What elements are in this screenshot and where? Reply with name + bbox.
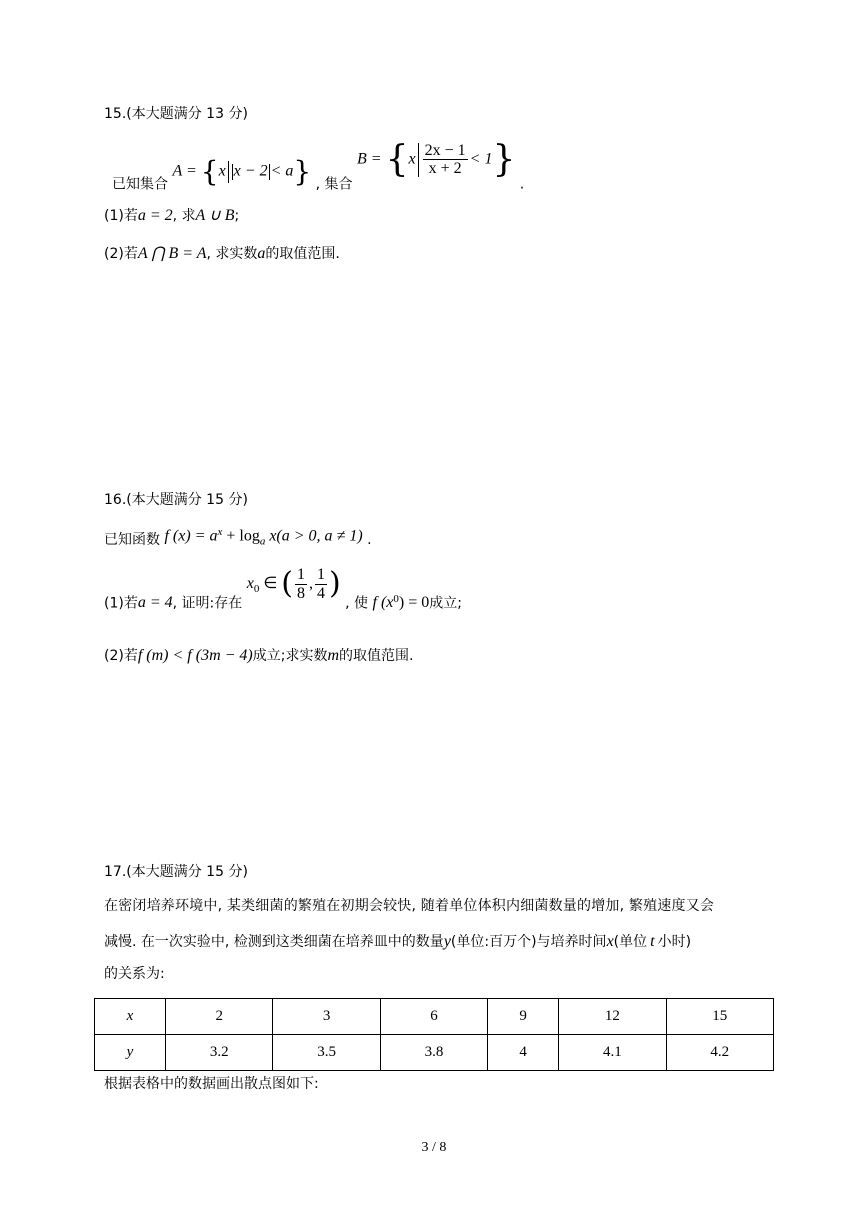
set-a-close-brace: } xyxy=(293,154,312,188)
data-table xyxy=(94,998,774,1071)
set-b-open-brace: { xyxy=(385,139,409,180)
q16-p1-use: , 使 xyxy=(345,595,369,612)
q15-intro: 已知集合 xyxy=(112,176,168,193)
set-a-cond: x − 2 xyxy=(233,162,268,180)
q15-part2 xyxy=(104,244,340,263)
q16-p1-eq-sub: 0 xyxy=(393,592,399,605)
q15-mid-text: , 集合 xyxy=(315,176,353,193)
table-cell: 4.2 xyxy=(666,1035,773,1071)
table-row-x xyxy=(95,999,774,1035)
q17-after-table: 根据表格中的数据画出散点图如下: xyxy=(104,1076,319,1092)
q16-p1-end: 成立; xyxy=(429,595,462,612)
q16-p1-mid: , 证明:存在 xyxy=(172,595,243,612)
table-cell: 3.2 xyxy=(166,1035,273,1071)
set-b-numerator: 2x − 1 xyxy=(424,141,466,159)
q16-p2-mid: 成立;求实数 xyxy=(252,648,328,664)
q16-p2-end: 的取值范围. xyxy=(339,648,414,664)
q16-func-tail: x(a > 0, a ≠ 1) xyxy=(265,527,363,545)
set-b-var: x xyxy=(408,150,416,168)
table-cell: 3 xyxy=(273,999,380,1035)
table-cell: 6 xyxy=(380,999,487,1035)
q15-p1-end: ; xyxy=(234,208,240,224)
q17-line2-t: t xyxy=(650,933,655,950)
set-b-divider xyxy=(418,143,419,177)
q16-interval-close: ) xyxy=(328,566,341,602)
q16-p1-eq-rhs: ) = 0 xyxy=(398,594,430,611)
table-cell: 9 xyxy=(488,999,559,1035)
q17-line2-c: (单位 xyxy=(613,934,648,950)
q15-p2-mid: , 求实数 xyxy=(206,246,258,262)
q16-heading: 16.(本大题满分 15 分) xyxy=(104,492,248,508)
q16-frac1-num: 1 xyxy=(296,566,305,583)
q15-sets-line xyxy=(112,139,525,196)
q16-p1-in: ∈ xyxy=(259,575,282,593)
q16-frac1-den: 8 xyxy=(296,584,305,602)
q16-frac2-den: 4 xyxy=(316,584,325,602)
q16-p2-var: m xyxy=(327,647,340,664)
q16-interval-open: ( xyxy=(281,566,293,602)
q16-p2-prefix: (2)若 xyxy=(104,648,138,664)
set-a-rhs: < a xyxy=(270,162,294,180)
q16-end-period: . xyxy=(367,531,372,548)
q15-end-period: . xyxy=(519,176,525,193)
q16-frac2-num: 1 xyxy=(316,566,325,583)
set-a-lhs: A = xyxy=(172,162,201,180)
q15-p1-prefix: (1)若 xyxy=(104,208,138,224)
q17-line-3: 的关系为: xyxy=(104,966,165,982)
q16-frac-2 xyxy=(315,566,327,602)
q16-part1 xyxy=(104,566,462,622)
set-b-denominator: x + 2 xyxy=(428,160,462,178)
q15-p2-var: a xyxy=(257,245,266,262)
q15-p1-mid: , 求 xyxy=(172,208,196,224)
page-number: 3 / 8 xyxy=(421,1140,447,1155)
table-cell: 3.8 xyxy=(380,1035,487,1071)
q15-p1-math2: A ∪ B xyxy=(195,207,235,224)
q15-part1 xyxy=(104,206,239,225)
q16-function-line xyxy=(104,526,372,549)
q16-p1-math: a = 4 xyxy=(137,594,173,611)
set-b-lhs: B = xyxy=(357,150,386,168)
q15-p1-math: a = 2 xyxy=(137,207,173,224)
table-cell: 3.5 xyxy=(273,1035,380,1071)
set-b-fraction xyxy=(423,142,468,178)
table-header-x: x xyxy=(95,999,166,1035)
q16-p1-prefix: (1)若 xyxy=(104,595,138,612)
set-a-abs-left xyxy=(232,164,233,180)
q17-heading: 17.(本大题满分 15 分) xyxy=(104,864,248,880)
set-b-rhs: < 1 xyxy=(469,150,493,168)
table-cell: 15 xyxy=(666,999,773,1035)
table-cell: 12 xyxy=(559,999,666,1035)
q17-line2-y: y xyxy=(443,933,451,950)
q16-intro: 已知函数 xyxy=(104,531,160,548)
set-a-abs-right xyxy=(269,164,270,180)
q16-part2 xyxy=(104,646,413,665)
q15-p2-end: 的取值范围. xyxy=(265,246,340,262)
set-b-close-brace: } xyxy=(492,139,516,180)
q16-p1-eq: f (x xyxy=(372,594,394,611)
q15-heading: 15.(本大题满分 13 分) xyxy=(104,106,248,122)
q16-p1-x0: x xyxy=(246,575,254,593)
q16-func-sup: x xyxy=(217,526,223,538)
q16-interval xyxy=(247,566,341,602)
q15-p2-prefix: (2)若 xyxy=(104,246,138,262)
q16-func-sub: a xyxy=(259,535,266,548)
q17-line-2 xyxy=(104,932,691,951)
q17-line2-x: x xyxy=(606,933,614,950)
q15-p2-math: A ⋂ B = A xyxy=(137,245,207,262)
q16-p2-math: f (m) < f (3m − 4) xyxy=(137,647,253,664)
table-cell: 2 xyxy=(166,999,273,1035)
q17-line2-d: 小时) xyxy=(657,934,692,950)
set-a-divider xyxy=(228,161,229,183)
q17-line2-b: (单位:百万个)与培养时间 xyxy=(450,934,607,950)
q16-frac-comma: , xyxy=(308,575,313,593)
set-a-open-brace: { xyxy=(200,154,219,188)
table-row-y xyxy=(95,1035,774,1071)
q16-func: f (x) = a xyxy=(164,527,218,545)
table-header-y: y xyxy=(95,1035,166,1071)
set-b-expression xyxy=(357,138,515,181)
table-cell: 4 xyxy=(488,1035,559,1071)
q17-line-1: 在密闭培养环境中, 某类细菌的繁殖在初期会较快, 随着单位体积内细菌数量的增加, 繁殖速度又会 xyxy=(104,898,715,914)
q16-p1-x0-sub: 0 xyxy=(253,582,260,595)
q16-func-log: + log xyxy=(222,527,260,545)
q17-line2-a: 减慢. 在一次实验中, 检测到这类细菌在培养皿中的数量 xyxy=(104,934,444,950)
table-cell: 4.1 xyxy=(559,1035,666,1071)
q16-frac-1 xyxy=(295,566,307,602)
set-a-var: x xyxy=(218,162,226,180)
